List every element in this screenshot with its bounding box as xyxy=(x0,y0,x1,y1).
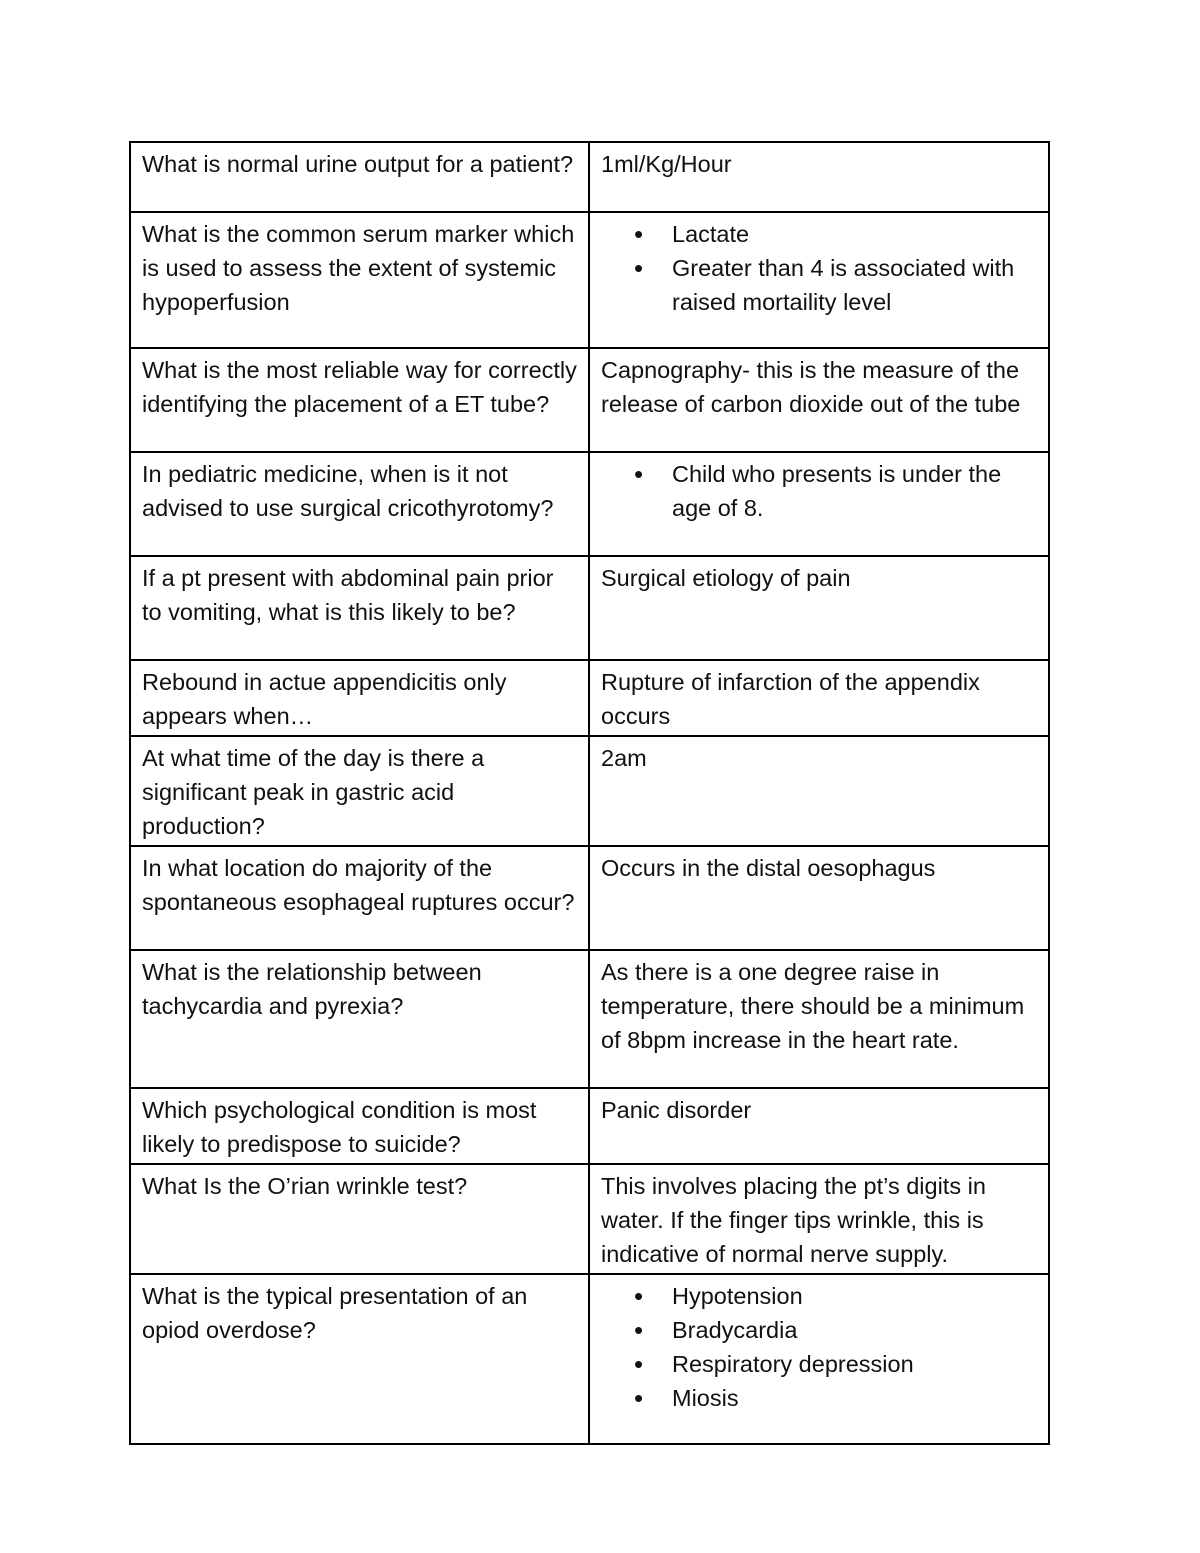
table-row xyxy=(130,1164,1049,1274)
question-cell: What Is the O’rian wrinkle test? xyxy=(130,1164,589,1274)
table-row xyxy=(130,1274,1049,1444)
table-row xyxy=(130,660,1049,736)
question-cell: Rebound in actue appendicitis only appears when… xyxy=(130,660,589,736)
question-cell: What is the common serum marker which is used to assess the extent of systemic hypoperfusion xyxy=(130,212,589,348)
bullet-item: • Lactate xyxy=(601,217,1038,251)
question-cell: What is the typical presentation of an opiod overdose? xyxy=(130,1274,589,1444)
question-cell: What is the relationship between tachycardia and pyrexia? xyxy=(130,950,589,1088)
qa-table xyxy=(129,141,1050,1445)
answer-cell: As there is a one degree raise in temperature, there should be a minimum of 8bpm increase in the heart rate. xyxy=(589,950,1049,1088)
question-cell: At what time of the day is there a significant peak in gastric acid production? xyxy=(130,736,589,846)
table-row xyxy=(130,846,1049,950)
answer-cell: Occurs in the distal oesophagus xyxy=(589,846,1049,950)
answer-cell: 2am xyxy=(589,736,1049,846)
answer-cell: This involves placing the pt’s digits in water. If the finger tips wrinkle, this is indicative of normal nerve supply. xyxy=(589,1164,1049,1274)
answer-cell: Surgical etiology of pain xyxy=(589,556,1049,660)
answer-cell: Rupture of infarction of the appendix occurs xyxy=(589,660,1049,736)
table-row xyxy=(130,212,1049,348)
question-cell: In what location do majority of the spontaneous esophageal ruptures occur? xyxy=(130,846,589,950)
question-cell: What is the most reliable way for correctly identifying the placement of a ET tube? xyxy=(130,348,589,452)
question-cell: If a pt present with abdominal pain prior to vomiting, what is this likely to be? xyxy=(130,556,589,660)
bullet-item: • Greater than 4 is associated with raised mortaility level xyxy=(601,251,1038,319)
answer-cell xyxy=(589,212,1049,348)
bullet-item: • Respiratory depression xyxy=(601,1347,1038,1381)
table-row xyxy=(130,556,1049,660)
answer-bullet-list xyxy=(601,217,1038,319)
table-row xyxy=(130,348,1049,452)
table-row xyxy=(130,736,1049,846)
answer-cell xyxy=(589,1274,1049,1444)
answer-cell: 1ml/Kg/Hour xyxy=(589,142,1049,212)
answer-cell: Panic disorder xyxy=(589,1088,1049,1164)
bullet-item: • Miosis xyxy=(601,1381,1038,1415)
table-row xyxy=(130,950,1049,1088)
question-cell: In pediatric medicine, when is it not advised to use surgical cricothyrotomy? xyxy=(130,452,589,556)
bullet-item: • Bradycardia xyxy=(601,1313,1038,1347)
answer-cell xyxy=(589,452,1049,556)
answer-cell: Capnography- this is the measure of the release of carbon dioxide out of the tube xyxy=(589,348,1049,452)
table-row xyxy=(130,452,1049,556)
table-row xyxy=(130,1088,1049,1164)
bullet-item: • Child who presents is under the age of 8. xyxy=(601,457,1038,525)
question-cell: What is normal urine output for a patient? xyxy=(130,142,589,212)
question-cell: Which psychological condition is most likely to predispose to suicide? xyxy=(130,1088,589,1164)
table-row xyxy=(130,142,1049,212)
bullet-item: • Hypotension xyxy=(601,1279,1038,1313)
answer-bullet-list xyxy=(601,457,1038,525)
answer-bullet-list xyxy=(601,1279,1038,1415)
